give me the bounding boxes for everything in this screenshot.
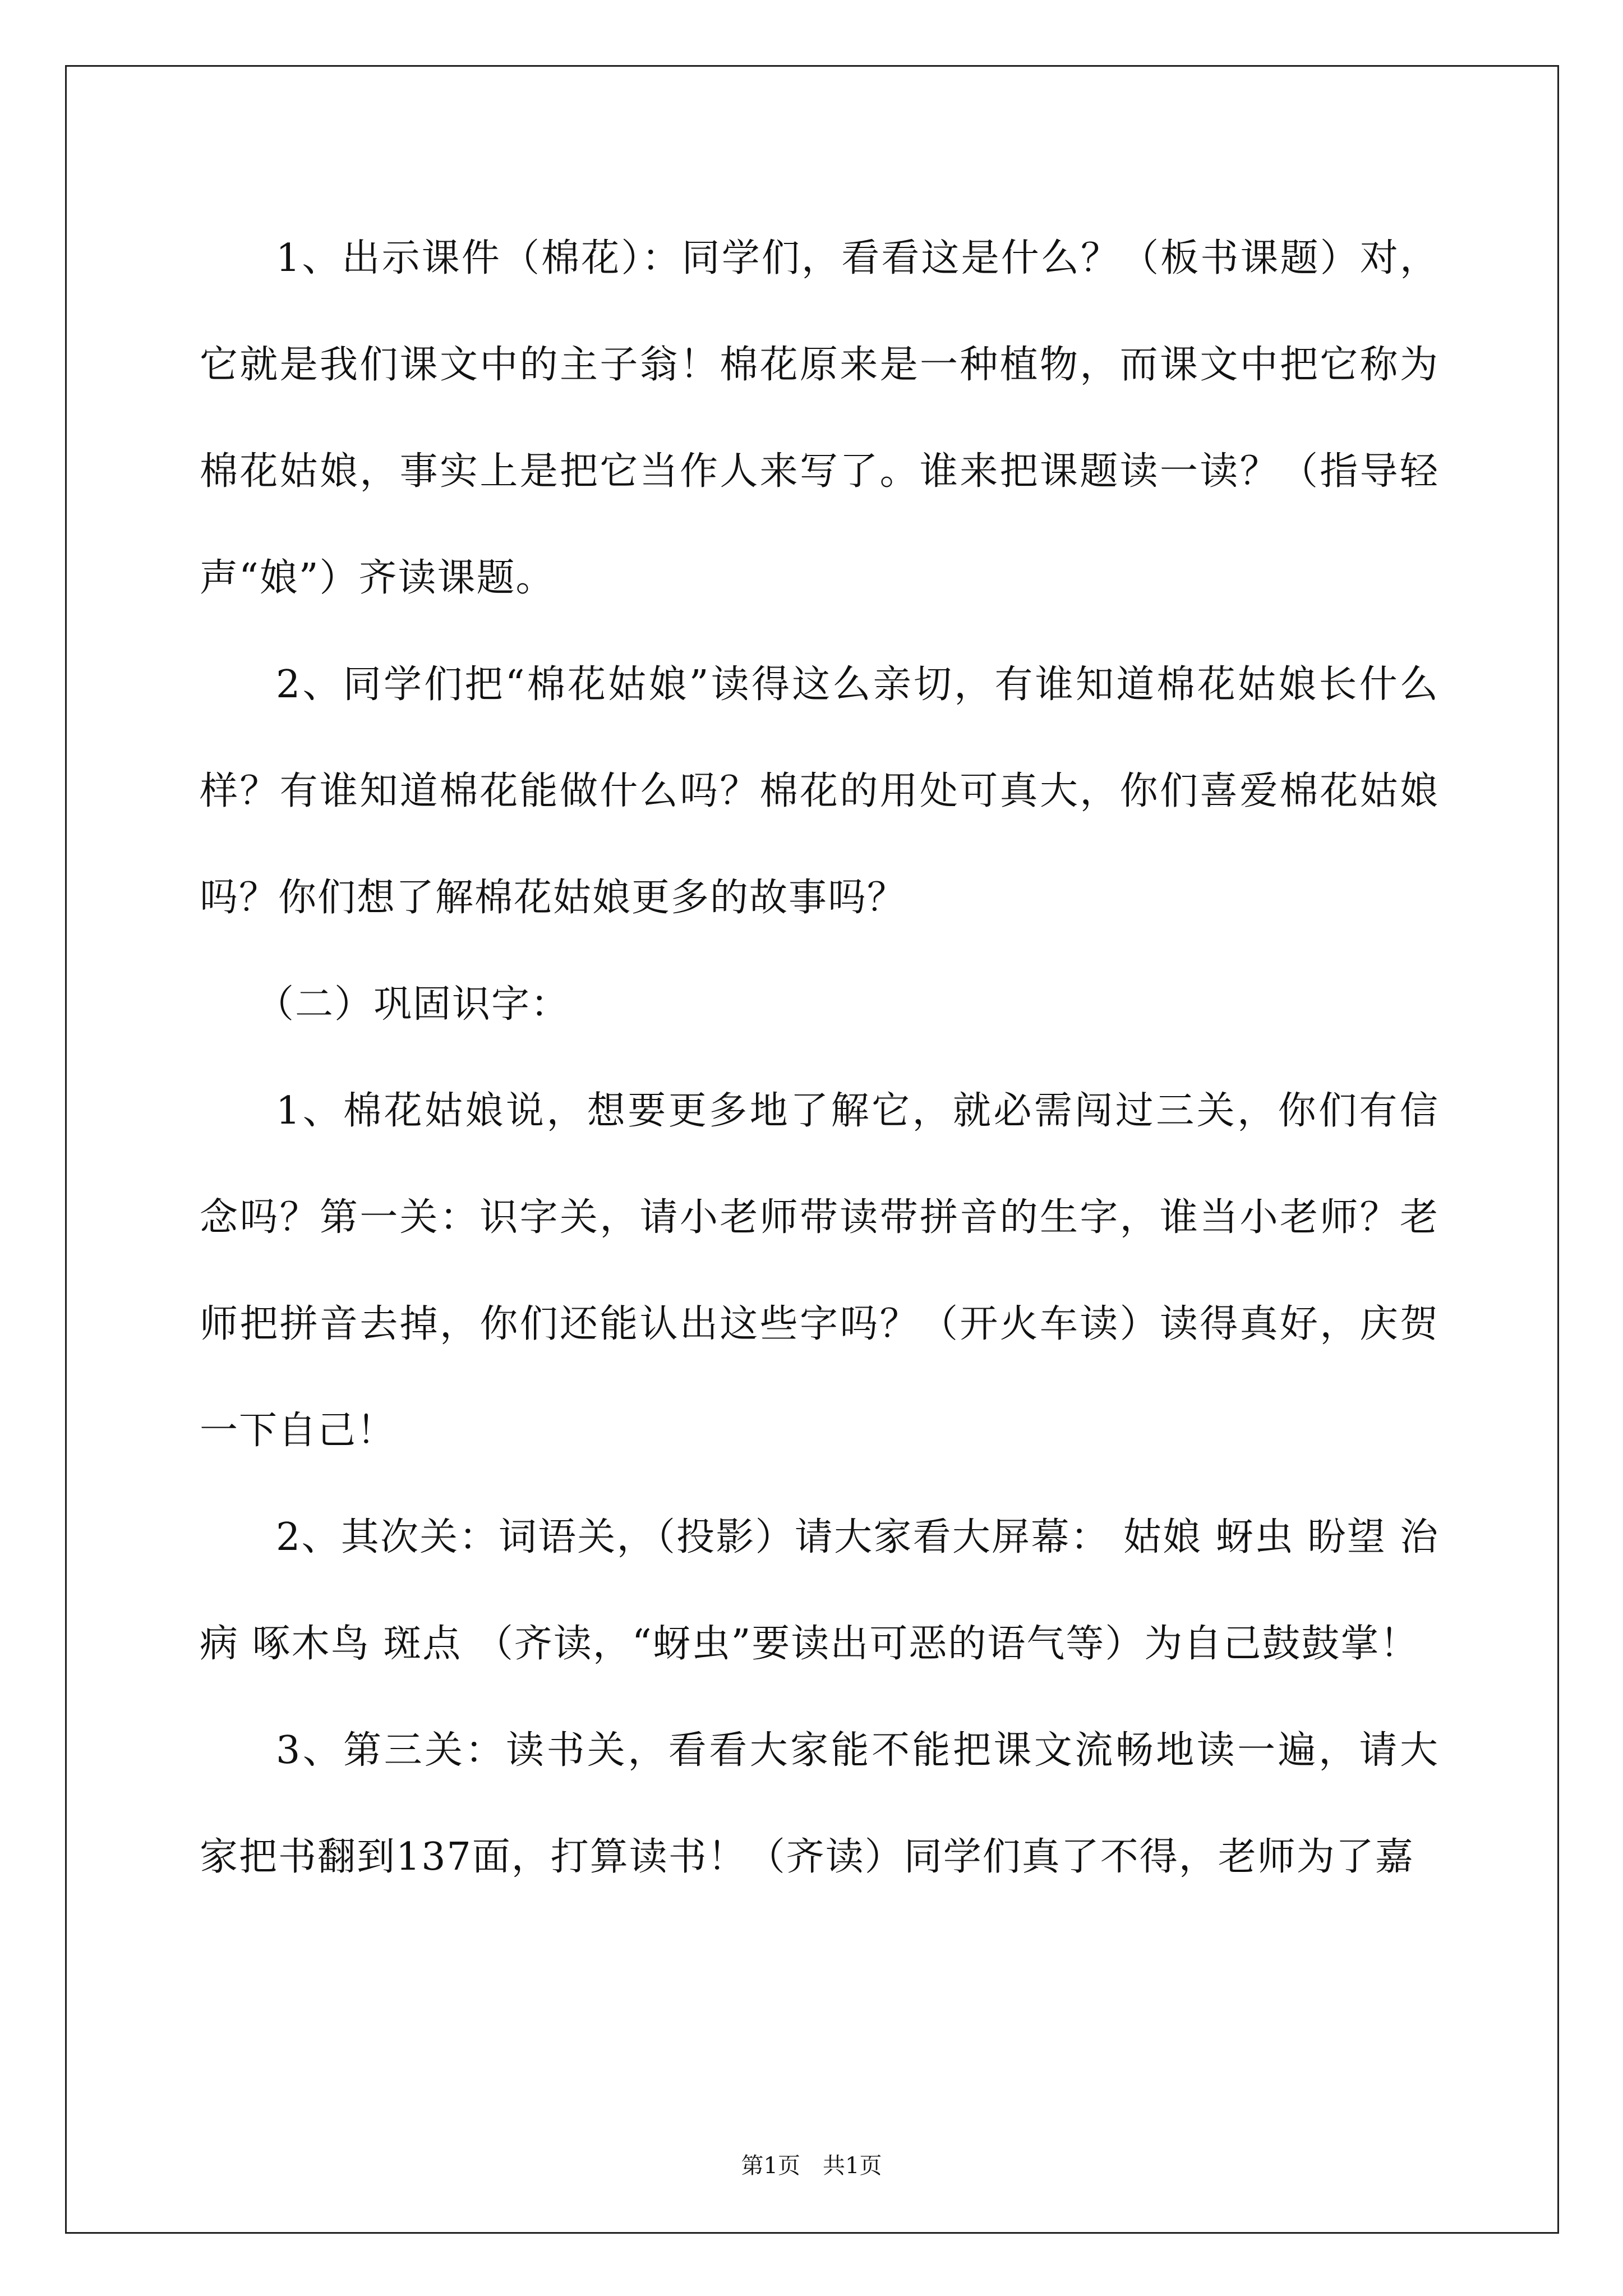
paragraph-2: 2、同学们把“棉花姑娘”读得这么亲切，有谁知道棉花姑娘长什么样？有谁知道棉花能做什么吗？棉花的用处可真大，你们喜爱棉花姑娘吗？你们想了解棉花姑娘更多的故事吗？ xyxy=(200,662,1439,920)
section-heading: （二）巩固识字： xyxy=(256,982,570,1027)
paragraph-4: 2、其次关：词语关，（投影）请大家看大屏幕： 姑娘 蚜虫 盼望 治病 啄木鸟 斑点 （齐读，“蚜虫”要读出可恶的语气等）为自己鼓鼓掌！ xyxy=(200,1515,1439,1666)
paragraph-5: 3、第三关：读书关，看看大家能不能把课文流畅地读一遍，请大家把书翻到137面，打算读书！（齐读）同学们真了不得，老师为了嘉 xyxy=(200,1728,1439,1879)
paragraph-1: 1、出示课件（棉花）：同学们，看看这是什么？（板书课题）对，它就是我们课文中的主子翁！棉花原来是一种植物，而课文中把它称为棉花姑娘，事实上是把它当作人来写了。谁来把课题读一读？（指导轻声“娘”）齐读课题。 xyxy=(200,236,1439,600)
paragraph-3: 1、棉花姑娘说，想要更多地了解它，就必需闯过三关，你们有信念吗？第一关：识字关，请小老师带读带拼音的生字，谁当小老师？老师把拼音去掉，你们还能认出这些字吗？（开火车读）读得真好，庆贺一下自己！ xyxy=(200,1089,1439,1453)
page-total: 共1页 xyxy=(823,2153,882,2179)
page-footer xyxy=(0,2152,1623,2180)
page-number: 第1页 xyxy=(741,2153,800,2179)
document-body xyxy=(200,205,1439,1911)
